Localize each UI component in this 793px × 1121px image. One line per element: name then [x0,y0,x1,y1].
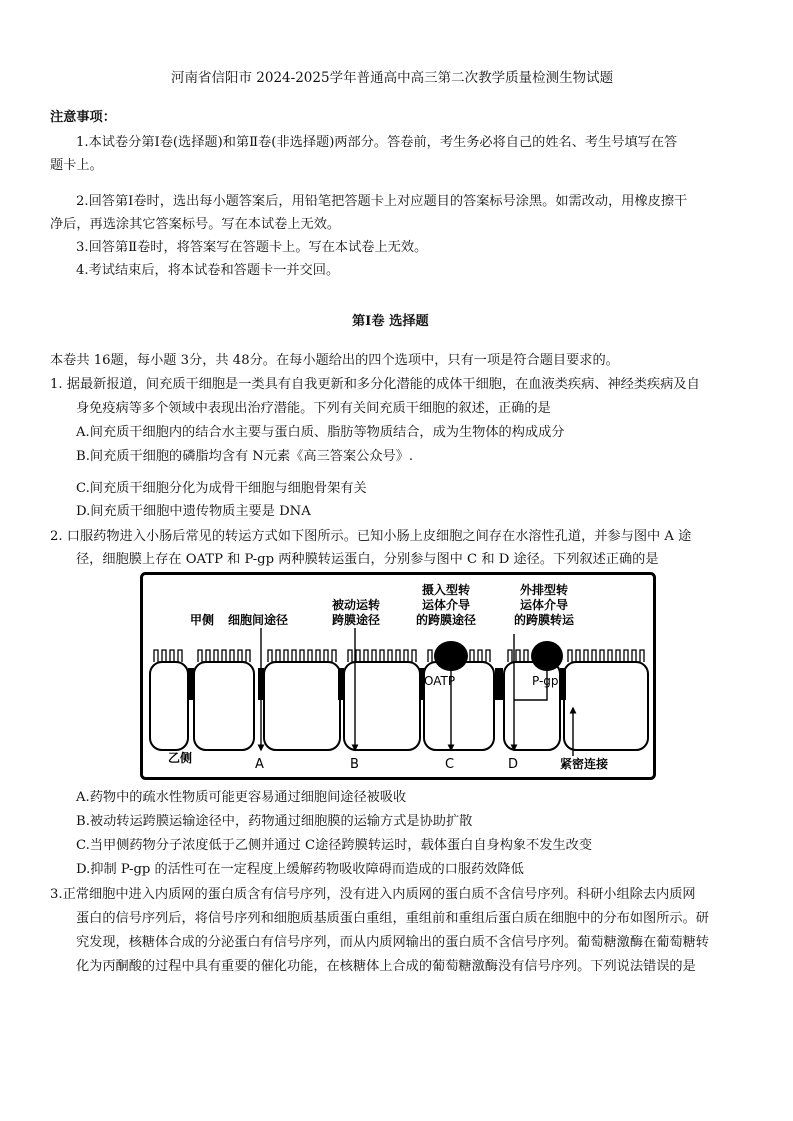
side-bottom-label: 乙侧 [168,751,193,765]
q2-option-c: C.当甲侧药物分子浓度低于乙侧并通过 C途径跨膜转运时，载体蛋白自身构象不发生改变 [76,838,593,853]
path-d-label-1: 外排型转 [520,583,569,597]
path-b-letter: B [350,757,359,772]
q2-option-a: A.药物中的疏水性物质可能更容易通过细胞间途径被吸收 [76,790,407,805]
pgp-label: P-gp [532,674,559,688]
q3-stem-line2: 蛋白的信号序列后，将信号序列和细胞质基质蛋白重组，重组前和重组后蛋白质在细胞中的分布如图所示。研 [76,911,709,926]
path-d-letter: D [508,757,519,772]
path-d-label-3: 的跨膜转运 [514,613,575,627]
path-d-label-2: 运体介导 [520,598,569,612]
oatp-label: OATP [424,674,456,688]
notice-item-4: 4.考试结束后，将本试卷和答题卡一并交回。 [76,263,340,278]
q1-stem-line2: 身免疫病等多个领域中表现出治疗潜能。下列有关间充质干细胞的叙述，正确的是 [76,401,551,416]
q1-option-a: A.间充质干细胞内的结合水主要与蛋白质、脂肪等物质结合，成为生物体的构成成分 [76,425,565,440]
q1-option-c: C.间充质干细胞分化为成骨干细胞与细胞骨架有关 [76,481,367,496]
q3-stem-line4: 化为丙酮酸的过程中具有重要的催化功能，在核糖体上合成的葡萄糖激酶没有信号序列。下列说法错误的是 [76,959,696,974]
tight-junction-label: 紧密连接 [560,757,609,771]
notice-item-2-cont: 净后，再选涂其它答案标号。写在本试卷上无效。 [50,217,341,232]
side-top-label: 甲侧 [190,613,215,627]
path-c-label-3: 的跨膜途径 [416,613,477,627]
page-title: 河南省信阳市 2024-2025学年普通高中高三第二次教学质量检测生物试题 [171,70,614,86]
q1-stem-line1: 1. 据最新报道，间充质干细胞是一类具有自我更新和多分化潜能的成体干细胞，在血液类疾病、神经类疾病及自 [50,377,700,392]
path-c-letter: C [445,757,455,772]
q2-transport-figure [140,572,656,780]
tight-junction [495,668,503,700]
notice-item-1-cont: 题卡上。 [50,158,103,173]
notice-item-1: 1.本试卷分第Ⅰ卷(选择题)和第Ⅱ卷(非选择题)两部分。答卷前，考生务必将自己的姓名、考生号填写在答 [76,135,678,150]
q1-option-d: D.间充质干细胞中遗传物质主要是 DNA [76,504,311,519]
path-c-label-2: 运体介导 [422,598,471,612]
path-a-letter: A [255,757,264,772]
path-c-label-1: 摄入型转 [422,583,471,597]
notice-item-2: 2.回答第Ⅰ卷时，选出每小题答案后，用铅笔把答题卡上对应题目的答案标号涂黑。如需改动，用橡皮擦干 [76,194,688,209]
section-title: 第Ⅰ卷 选择题 [352,314,429,329]
q2-stem-line1: 2. 口服药物进入小肠后常见的转运方式如下图所示。已知小肠上皮细胞之间存在水溶性孔道，并参与图中 A 途 [50,529,692,544]
q3-stem-line1: 3.正常细胞中进入内质网的蛋白质含有信号序列，没有进入内质网的蛋白质不含信号序列。科研小组除去内质网 [50,887,696,902]
notice-heading: 注意事项： [50,110,116,125]
path-b-label-1: 被动运转 [332,598,381,612]
section-intro: 本卷共 16题，每小题 3分，共 48分。在每小题给出的四个选项中，只有一项是符合题目要求的。 [50,353,619,368]
path-b-label-2: 跨膜途径 [332,613,381,627]
q2-option-b: B.被动转运跨膜运输途径中，药物通过细胞膜的运输方式是协助扩散 [76,814,473,829]
figure-frame [142,574,655,779]
tight-junction [188,668,194,700]
q2-option-d: D.抑制 P-gp 的活性可在一定程度上缓解药物吸收障碍而造成的口服药效降低 [76,862,524,877]
tight-junction [338,668,344,700]
q3-stem-line3: 究发现，核糖体合成的分泌蛋白有信号序列，而从内质网输出的蛋白质不含信号序列。葡萄糖激酶在葡萄糖转 [76,935,709,950]
tight-junction [560,668,566,700]
notice-item-3: 3.回答第Ⅱ卷时，将答案写在答题卡上。写在本试卷上无效。 [76,240,428,255]
q1-option-b: B.间充质干细胞的磷脂均含有 N元素《高三答案公众号》. [76,449,414,464]
path-a-label: 细胞间途径 [228,613,289,627]
q2-stem-line2: 径，细胞膜上存在 OATP 和 P-gp 两种膜转运蛋白，分别参与图中 C 和 D 途径。下列叙述正确的是 [76,552,659,567]
